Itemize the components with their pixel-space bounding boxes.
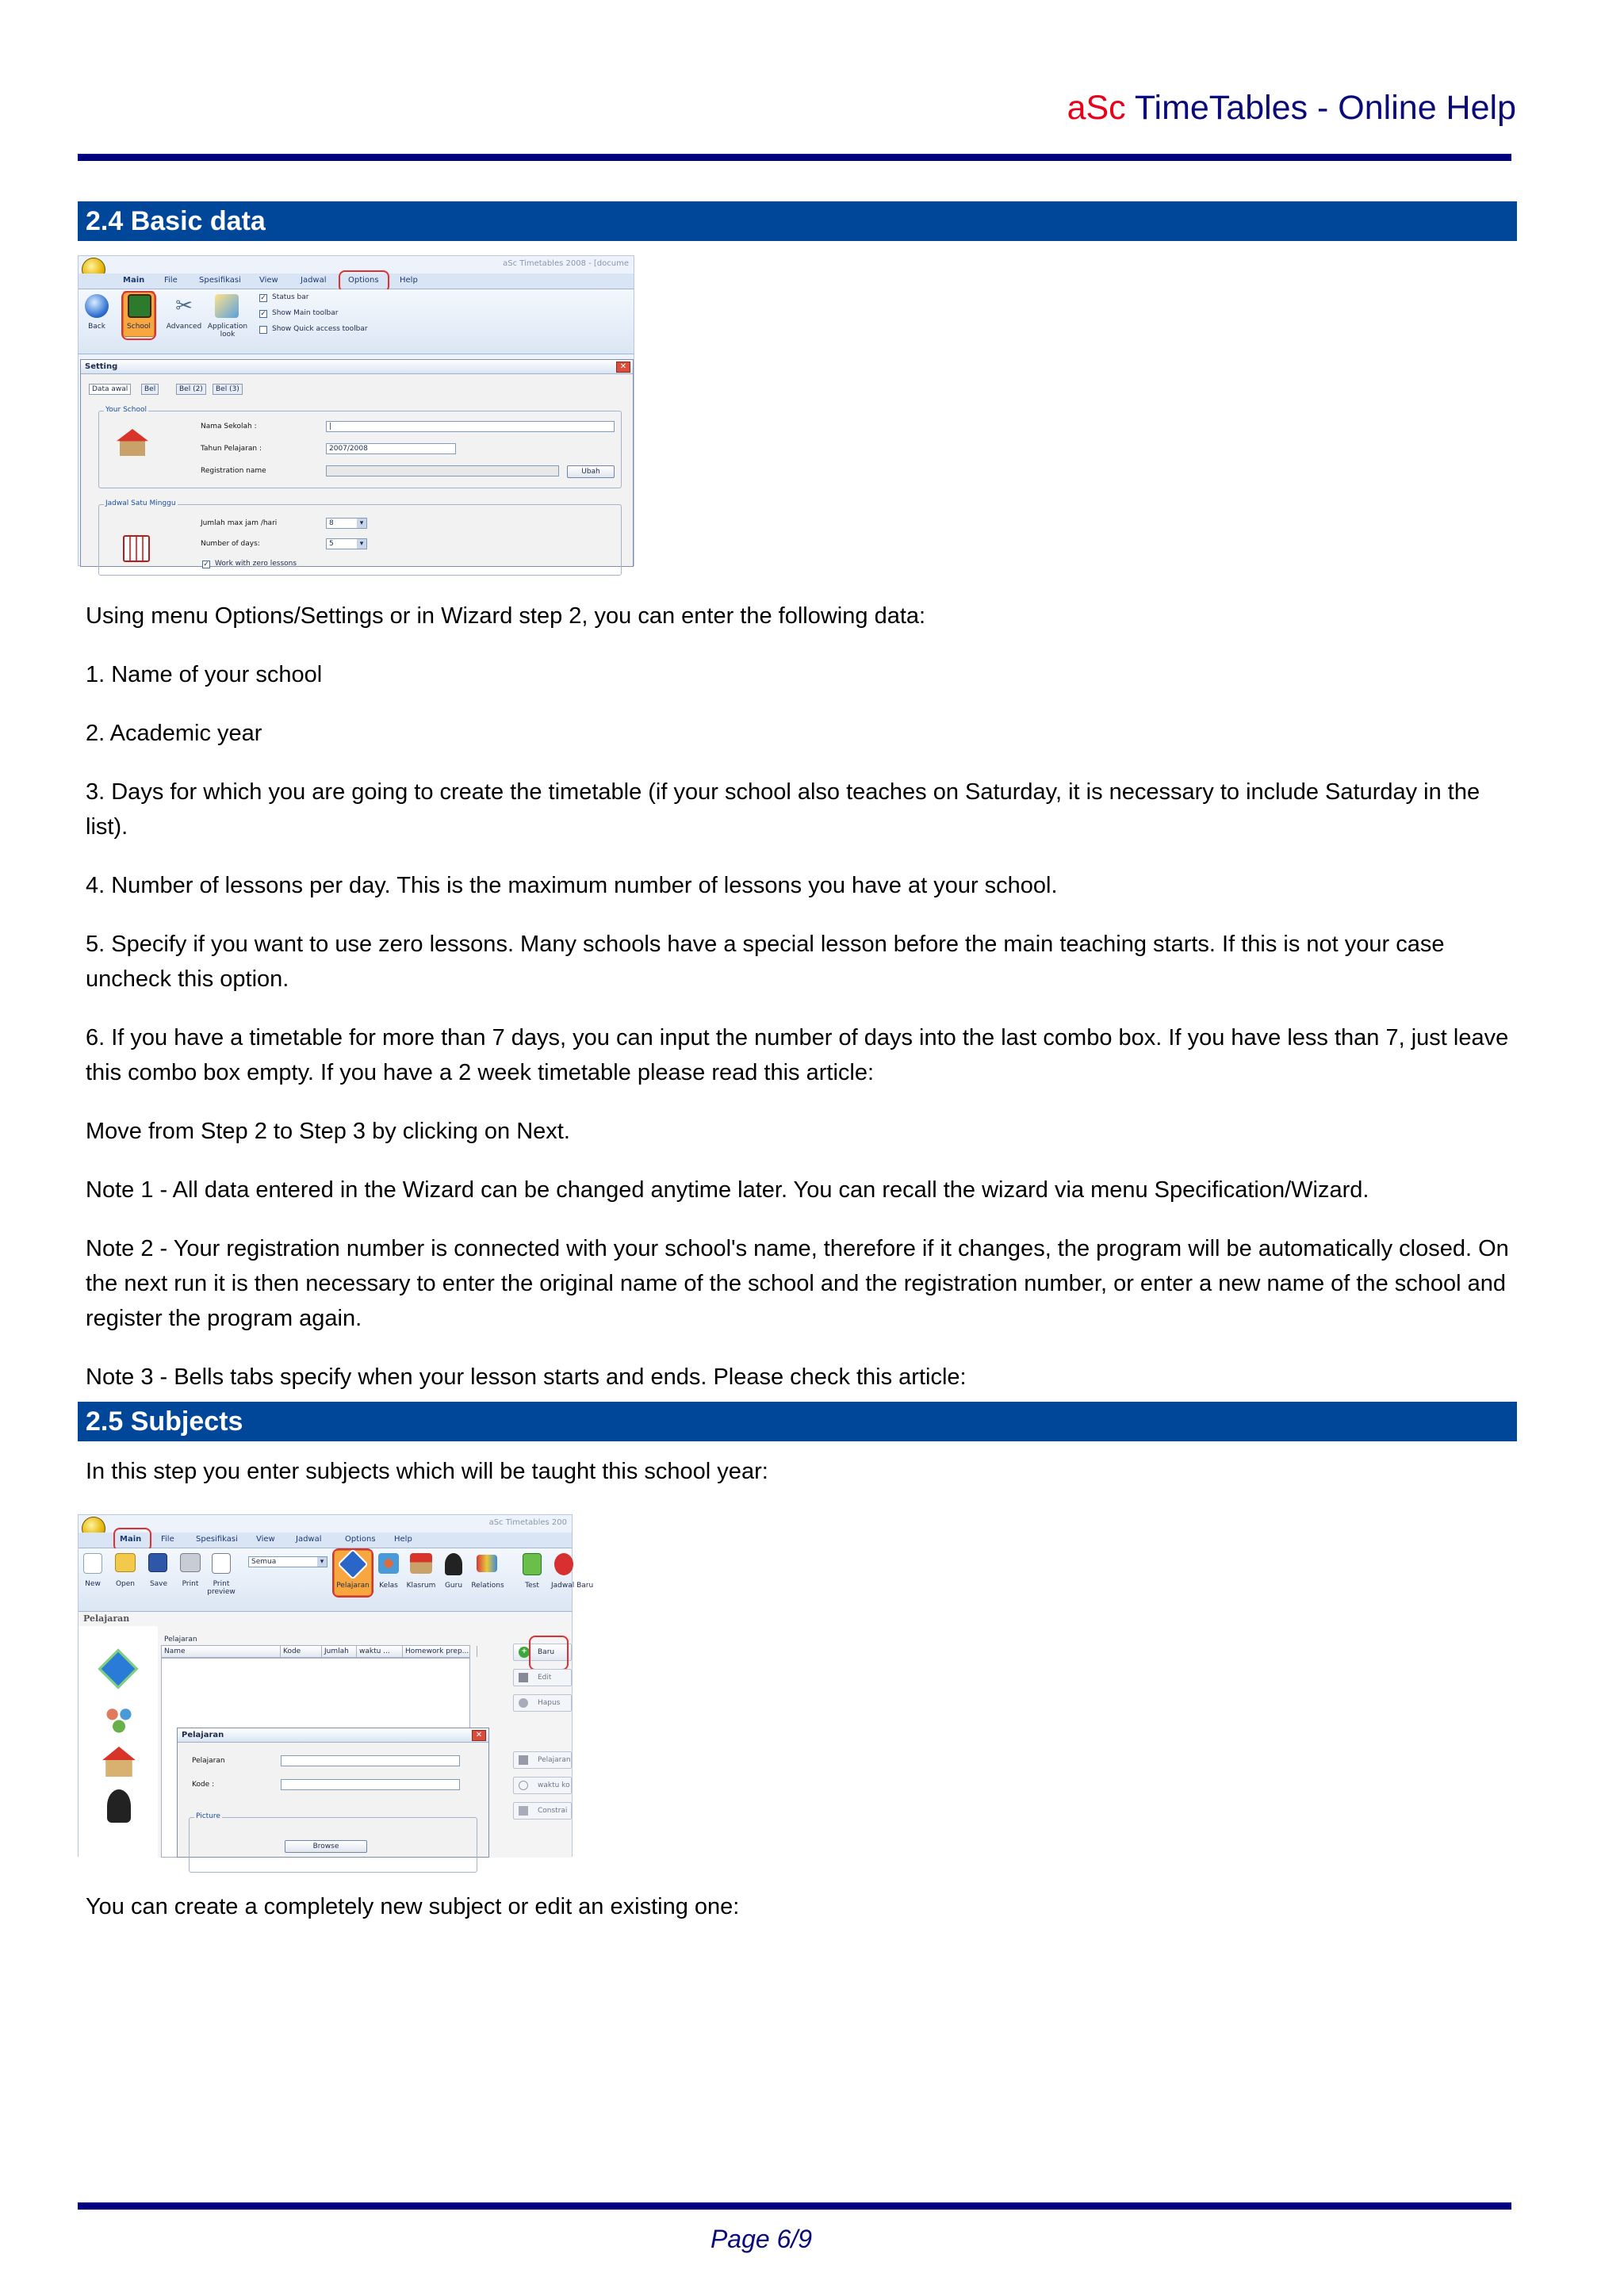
subjects-category-icon — [98, 1649, 139, 1689]
teacher-icon — [445, 1553, 462, 1575]
new-subject-label: Baru — [538, 1648, 555, 1656]
advanced-label: Advanced — [166, 323, 202, 331]
tab-options: Options — [345, 1535, 376, 1544]
printer-icon — [180, 1553, 201, 1572]
main-toolbar-checkbox: ✓ — [260, 310, 266, 318]
picture-group-title: Picture — [196, 1812, 220, 1820]
delete-icon — [519, 1698, 528, 1708]
tab-view: View — [256, 1535, 275, 1544]
column-name: Name — [162, 1646, 281, 1657]
dialog-tabstrip — [89, 384, 327, 396]
classes-label: Kelas — [379, 1582, 398, 1590]
subjects-grid-header — [161, 1645, 470, 1658]
tab-data-awal: Data awal — [89, 384, 131, 395]
zero-lessons-label: Work with zero lessons — [215, 560, 297, 568]
tab-help: Help — [400, 276, 418, 285]
subject-code-field — [281, 1779, 460, 1790]
teacher-label: Guru — [444, 1582, 463, 1590]
paragraph-subjects-outro: You can create a completely new subject or edit an existing one: — [86, 1894, 740, 1919]
ribbon-tabs — [79, 1533, 572, 1548]
highlight-subjects-button — [332, 1548, 373, 1598]
relations-icon — [477, 1555, 497, 1572]
delete-label: Hapus — [538, 1699, 561, 1707]
registration-label: Registration name — [201, 467, 266, 475]
max-lessons-label: Jumlah max jam /hari — [201, 519, 278, 527]
tab-bel: Bel — [141, 384, 159, 395]
list-item-1: 1. Name of your school — [86, 662, 323, 687]
browse-button: Browse — [285, 1840, 367, 1853]
screenshot-titlebar: aSc Timetables 200 — [488, 1518, 567, 1527]
registration-field — [326, 465, 559, 476]
status-bar-checkbox: ✓ — [260, 294, 266, 302]
max-lessons-combo: 8 ▾ — [326, 518, 367, 529]
status-bar-label: Status bar — [272, 293, 309, 301]
subject-code-label: Kode : — [192, 1781, 215, 1789]
tab-view: View — [259, 276, 278, 285]
subject-name-field — [281, 1755, 460, 1766]
classroom-icon — [410, 1553, 432, 1574]
constraints-label: Constrai — [538, 1807, 568, 1815]
tab-help: Help — [394, 1535, 412, 1544]
brand-name: aSc — [1067, 89, 1126, 127]
panel-title: Pelajaran — [83, 1613, 130, 1624]
highlight-school-button — [121, 291, 156, 340]
section-heading-basic-data: 2.4 Basic data — [78, 201, 1517, 241]
tools-icon: ✂ — [175, 294, 193, 318]
column-homework: Homework prep... — [403, 1646, 477, 1657]
quick-access-checkbox — [259, 326, 267, 334]
time-off-label: waktu ko — [538, 1781, 570, 1789]
dialog-title: Setting — [81, 360, 633, 374]
subject-dialog — [177, 1728, 489, 1858]
tab-spesifikasi: Spesifikasi — [199, 276, 241, 285]
tab-bel-3: Bel (3) — [213, 384, 243, 395]
ribbon-body — [79, 1548, 594, 1612]
header-title: TimeTables - Online Help — [1125, 89, 1516, 127]
test-label: Test — [525, 1582, 539, 1590]
page-number: Page 6/9 — [710, 2225, 813, 2253]
picture-group — [189, 1812, 477, 1873]
column-code: Kode — [281, 1646, 322, 1657]
screenshot-titlebar: aSc Timetables 2008 - [docume — [503, 259, 629, 268]
open-folder-icon — [115, 1553, 136, 1572]
paragraph-move: Move from Step 2 to Step 3 by clicking on Next. — [86, 1119, 570, 1144]
subject-dialog-title: Pelajaran — [178, 1728, 488, 1743]
back-icon — [85, 294, 109, 318]
list-item-4: 4. Number of lessons per day. This is the maximum number of lessons you have at your school. — [86, 873, 1058, 898]
school-name-field: | — [326, 421, 615, 432]
column-time: waktu ... — [357, 1646, 403, 1657]
new-icon — [83, 1553, 102, 1574]
school-name-label: Nama Sekolah : — [201, 423, 257, 430]
clock-icon — [519, 1781, 528, 1790]
classes-icon — [378, 1553, 399, 1574]
list-item-5: 5. Specify if you want to use zero lessons. Many schools have a special lesson before the main teaching starts. If this is not your case uncheck this option. — [86, 932, 1445, 992]
note-1: Note 1 - All data entered in the Wizard can be changed anytime later. You can recall the wizard via menu Specification/Wizard. — [86, 1177, 1369, 1203]
filter-combo: Semua ▾ — [248, 1556, 327, 1567]
classroom-category-icon — [102, 1747, 136, 1777]
calendar-icon — [123, 535, 150, 562]
new-timetable-icon — [554, 1553, 573, 1575]
edit-label: Edit — [538, 1674, 552, 1682]
subjects-label: Pelajaran — [336, 1582, 370, 1590]
column-count: Jumlah — [322, 1646, 357, 1657]
classes-category-icon — [102, 1704, 136, 1734]
tab-main: Main — [123, 276, 145, 285]
days-label: Number of days: — [201, 540, 260, 548]
close-icon: ✕ — [472, 1730, 486, 1741]
tab-jadwal: Jadwal — [296, 1535, 322, 1544]
back-label: Back — [88, 323, 105, 331]
zero-lessons-checkbox: ✓ — [203, 561, 209, 568]
subject-lessons-button — [513, 1751, 572, 1769]
main-toolbar-label: Show Main toolbar — [272, 309, 339, 317]
year-label: Tahun Pelajaran : — [201, 445, 262, 453]
settings-screenshot — [78, 255, 634, 566]
relations-label: Relations — [471, 1582, 504, 1590]
subjects-panel — [79, 1612, 572, 1858]
category-icons — [79, 1626, 158, 1858]
group-title-your-school: Your School — [105, 406, 147, 414]
new-timetable-label: Jadwal Baru — [551, 1582, 594, 1590]
subject-lessons-label: Pelajaran — [538, 1756, 571, 1764]
group-your-school — [98, 406, 622, 488]
highlight-new-button — [529, 1636, 569, 1670]
section-heading-subjects: 2.5 Subjects — [78, 1402, 1517, 1441]
application-look-icon — [215, 294, 239, 318]
settings-dialog — [80, 359, 634, 567]
tab-jadwal: Jadwal — [301, 276, 327, 285]
days-combo: 5 ▾ — [326, 538, 367, 549]
list-label: Pelajaran — [164, 1636, 197, 1644]
house-icon — [117, 429, 148, 456]
time-off-button — [513, 1777, 572, 1794]
tab-bel-2: Bel (2) — [176, 384, 206, 395]
plus-icon: + — [519, 1647, 530, 1658]
application-look-label: Application look — [207, 323, 248, 339]
list-item-3: 3. Days for which you are going to create the timetable (if your school also teaches on Saturday, it is necessary to include Saturday in the list). — [86, 779, 1480, 840]
tab-spesifikasi: Spesifikasi — [196, 1535, 238, 1544]
change-button: Ubah — [567, 465, 615, 478]
year-field: 2007/2008 — [326, 443, 456, 454]
lessons-icon — [519, 1755, 528, 1765]
teacher-category-icon — [107, 1789, 131, 1823]
open-label: Open — [115, 1580, 136, 1588]
list-item-6: 6. If you have a timetable for more than 7 days, you can input the number of days into the last combo box. If you have less than 7, just leave this combo box empty. If you have a 2 week timetable please read this article: — [86, 1025, 1509, 1085]
list-item-2: 2. Academic year — [86, 721, 262, 746]
print-preview-icon — [212, 1553, 231, 1574]
group-weekly-schedule — [98, 499, 622, 576]
delete-subject-button — [513, 1694, 572, 1712]
tab-file: File — [164, 276, 178, 285]
constraints-button — [513, 1802, 572, 1820]
note-2: Note 2 - Your registration number is connected with your school's name, therefore if it changes, the program will be automatically closed. On the next run it is then necessary to enter the original name of the school and the registration number, or enter a new name of the school and register the program again. — [86, 1236, 1509, 1331]
page-header — [78, 89, 1516, 128]
ribbon-body — [79, 289, 634, 354]
tab-file: File — [161, 1535, 174, 1544]
header-rule — [78, 154, 1511, 161]
group-title-weekly: Jadwal Satu Minggu — [105, 499, 176, 507]
footer-rule — [78, 2202, 1511, 2210]
tab-main: Main — [120, 1535, 142, 1544]
paragraph-subjects-intro: In this step you enter subjects which will be taught this school year: — [86, 1459, 768, 1484]
classroom-label: Klasrum — [406, 1582, 436, 1590]
paragraph-intro: Using menu Options/Settings or in Wizard step 2, you can enter the following data: — [86, 603, 926, 629]
print-preview-label: Print preview — [207, 1580, 236, 1596]
constraints-icon — [519, 1806, 528, 1816]
close-icon: ✕ — [616, 362, 630, 373]
note-3: Note 3 - Bells tabs specify when your lesson starts and ends. Please check this article: — [86, 1364, 967, 1390]
subjects-screenshot — [78, 1514, 594, 1857]
new-label: New — [85, 1580, 101, 1588]
edit-icon — [519, 1673, 528, 1682]
subject-name-label: Pelajaran — [192, 1757, 225, 1765]
quick-access-label: Show Quick access toolbar — [272, 325, 368, 333]
save-disk-icon — [148, 1553, 167, 1572]
edit-subject-button — [513, 1669, 572, 1686]
tab-options: Options — [348, 276, 379, 285]
print-label: Print — [182, 1580, 199, 1588]
school-label: School — [127, 323, 151, 331]
save-label: Save — [149, 1580, 168, 1588]
test-icon — [523, 1553, 542, 1575]
